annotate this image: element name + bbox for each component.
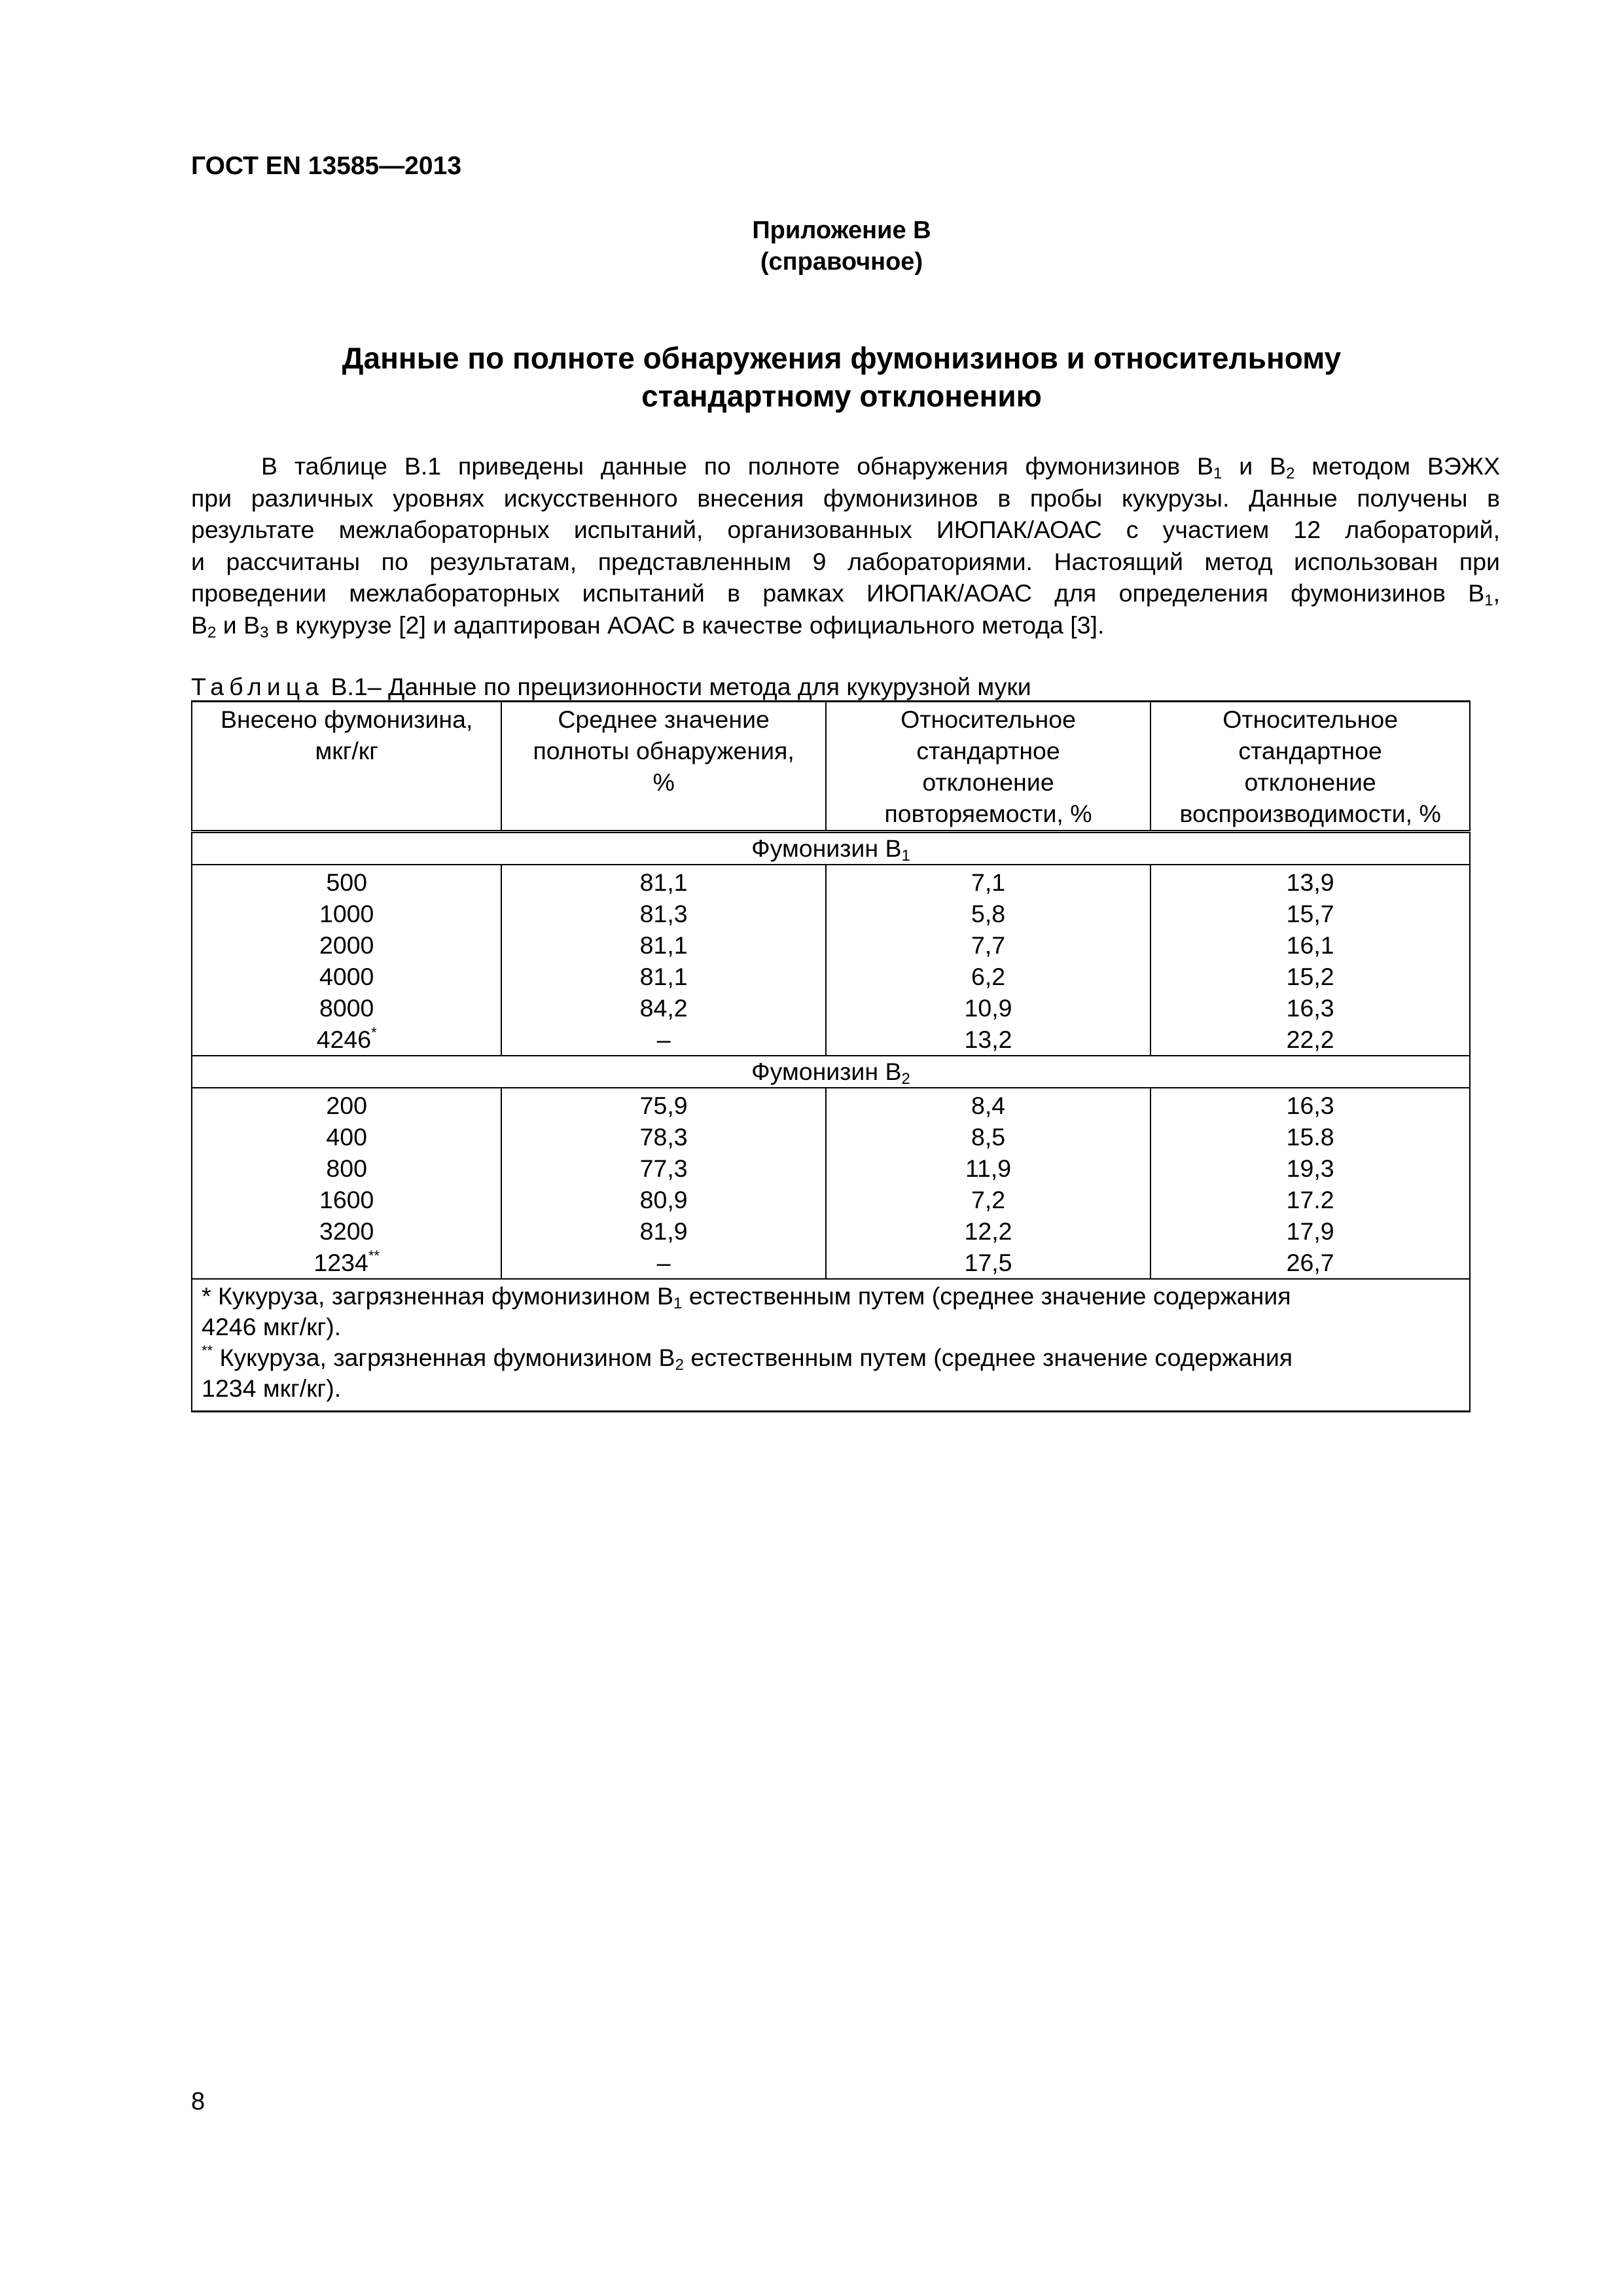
table-row: 1000 81,3 5,8 15,7 <box>192 898 1470 929</box>
paragraph-line-2: при различных уровнях искусственного внесения фумонизинов в пробы кукурузы. Данные получены в <box>191 484 1500 512</box>
group-header-fumonisin-b2: Фумонизин $В_2$ <box>192 1056 1470 1088</box>
annex-subtitle: (справочное) <box>760 248 923 276</box>
footnote-2-continued: 1234 мкг/кг). <box>202 1374 342 1402</box>
intro-paragraph <box>191 450 1500 641</box>
section-title-line-2: стандартному отклонению <box>641 379 1042 413</box>
table-caption-label: Таблица <box>191 673 325 700</box>
group-header-fumonisin-b1: Фумонизин $В_1$ <box>192 832 1470 865</box>
table-row: 1600 80,9 7,2 17.2 <box>192 1184 1470 1215</box>
footnote-2: ** Кукуруза, загрязненная фумонизином $В_2$ естественным путем (среднее значение содержания <box>202 1342 1293 1374</box>
page-number: 8 <box>191 2088 205 2115</box>
table-notes-row <box>192 1279 1470 1412</box>
table-row: 400 78,3 8,5 15.8 <box>192 1121 1470 1153</box>
table-row: 500 81,1 7,1 13,9 <box>192 865 1470 898</box>
table-row: 4246* – 13,2 22,2 <box>192 1024 1470 1056</box>
table-row: 3200 81,9 12,2 17,9 <box>192 1215 1470 1247</box>
footnote-1-continued: 4246 мкг/кг). <box>202 1313 342 1340</box>
table-row: 4000 81,1 6,2 15,2 <box>192 961 1470 992</box>
paragraph-line-6: $В_2$ и $В_3$ в кукурузе [2] и адаптирован АОАС в качестве официального метода [3]. <box>191 611 1105 641</box>
header-mean-recovery: Среднее значение полноты обнаружения, % <box>501 702 825 832</box>
footnote-mark: ** <box>368 1247 380 1264</box>
paragraph-line-3: результате межлабораторных испытаний, организованных ИЮПАК/АОАС с участием 12 лабораторий, <box>191 516 1500 543</box>
section-title-line-1: Данные по полноте обнаружения фумонизинов и относительному <box>342 341 1342 375</box>
table-row: 2000 81,1 7,7 16,1 <box>192 929 1470 961</box>
annex-title: Приложение В <box>752 217 931 244</box>
table-caption <box>191 671 1031 702</box>
section-title <box>0 339 1623 415</box>
table-row: 8000 84,2 10,9 16,3 <box>192 992 1470 1024</box>
table-caption-text: В.1– Данные по прецизионности метода для кукурузной муки <box>330 673 1031 700</box>
header-rsd-reproducibility: Относительное стандартное отклонение воспроизводимости, % <box>1150 702 1470 832</box>
table-header-row <box>192 702 1470 832</box>
paragraph-line-4: и рассчитаны по результатам, представленным 9 лабораториями. Настоящий метод использован при <box>191 547 1500 575</box>
table-row: 200 75,9 8,4 16,3 <box>192 1088 1470 1121</box>
table-row: 1234** – 17,5 26,7 <box>192 1247 1470 1279</box>
footnote-1: * Кукуруза, загрязненная фумонизином $В_1$ естественным путем (среднее значение содержания <box>202 1282 1291 1312</box>
document-code: ГОСТ EN 13585—2013 <box>191 152 462 180</box>
annex-heading <box>0 215 1623 278</box>
header-spiked-amount: Внесено фумонизина, мкг/кг <box>192 702 501 832</box>
paragraph-line-5: проведении межлабораторных испытаний в рамках ИЮПАК/АОАС для определения фумонизинов $В_1$, <box>191 579 1500 609</box>
paragraph-line-1: В таблице В.1 приведены данные по полноте обнаружения фумонизинов $В_1$ и $В_2$ методом ВЭЖХ <box>261 452 1500 482</box>
table-row: 800 77,3 11,9 19,3 <box>192 1153 1470 1184</box>
header-rsd-repeatability: Относительное стандартное отклонение повторяемости, % <box>826 702 1150 832</box>
precision-table <box>191 700 1471 1412</box>
footnote-mark: * <box>371 1024 377 1041</box>
